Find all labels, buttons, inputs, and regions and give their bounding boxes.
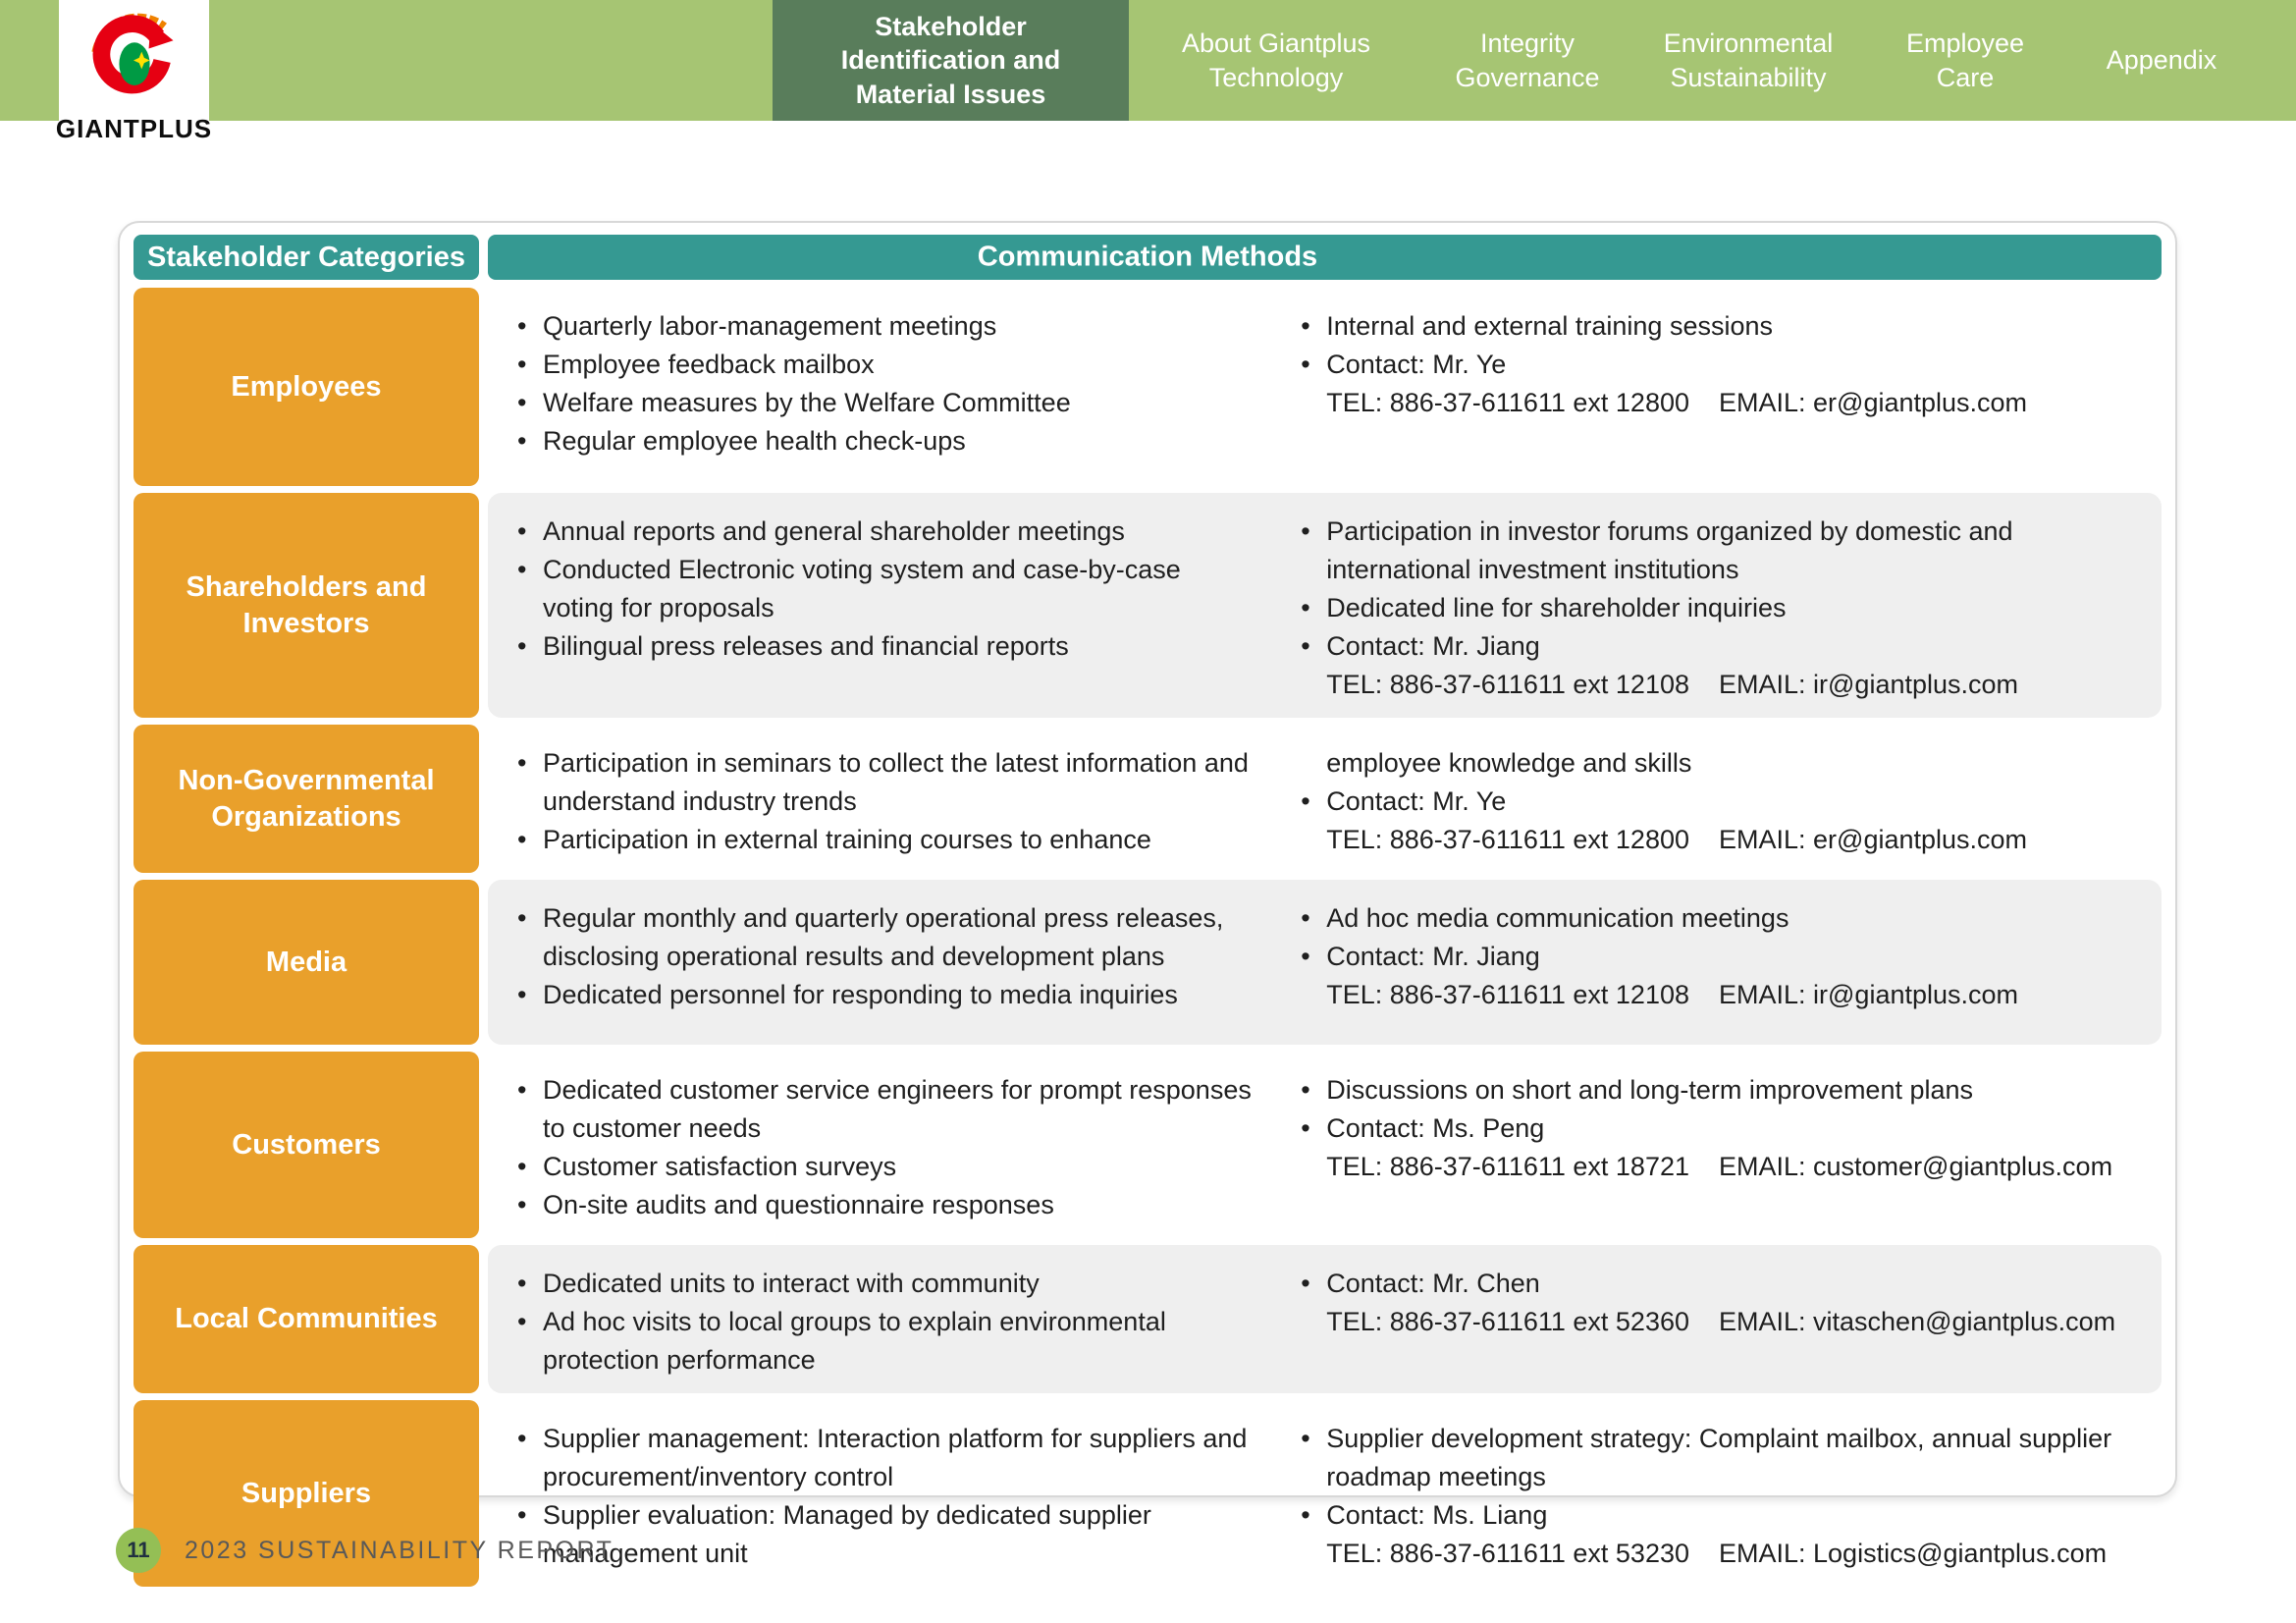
method-text: Welfare measures by the Welfare Committee [543, 388, 1071, 417]
method-item [509, 1420, 1257, 1496]
methods-cell [488, 1052, 2162, 1238]
method-item [1293, 627, 2136, 704]
nav-tabs [773, 0, 2258, 121]
method-text: Contact: Ms. Peng [1326, 1113, 1545, 1143]
method-text: Supplier development strategy: Complaint mailbox, annual supplier roadmap meetings [1326, 1424, 2112, 1491]
method-text: Contact: Ms. Liang [1326, 1500, 1548, 1530]
category-cell: Non-Governmental Organizations [133, 725, 479, 873]
method-item [1293, 589, 2136, 627]
method-item [1293, 1496, 2136, 1573]
method-text: Contact: Mr. Ye [1326, 350, 1507, 379]
method-item [1293, 744, 2136, 783]
contact-details: TEL: 886-37-611611 ext 12800 EMAIL: er@giantplus.com [1326, 388, 2028, 417]
method-item [509, 899, 1257, 976]
method-item [509, 1071, 1257, 1148]
methods-column-left [509, 1265, 1257, 1380]
method-item [509, 1303, 1257, 1380]
method-item [509, 744, 1257, 821]
method-text: Supplier evaluation: Managed by dedicated supplier management unit [543, 1500, 1151, 1568]
method-item [1293, 899, 2136, 938]
method-text: Dedicated personnel for responding to media inquiries [543, 980, 1178, 1009]
method-text: On-site audits and questionnaire responses [543, 1190, 1054, 1219]
method-item [509, 821, 1257, 859]
nav-tab-about-giantplus-technology[interactable]: About Giantplus Technology [1181, 27, 1371, 92]
brand-name: GIANTPLUS [55, 114, 213, 143]
method-item [509, 976, 1257, 1014]
method-item [509, 422, 1257, 460]
method-text: Participation in seminars to collect the latest information and understand industry trends [543, 748, 1249, 816]
method-text: Bilingual press releases and financial reports [543, 631, 1069, 661]
method-text: Contact: Mr. Jiang [1326, 942, 1540, 971]
nav-tab-employee-care[interactable]: Employee Care [1905, 27, 2025, 92]
method-text: employee knowledge and skills [1326, 748, 1692, 778]
giantplus-logo-icon [83, 10, 186, 112]
method-text: Internal and external training sessions [1326, 311, 1773, 341]
category-cell: Suppliers [133, 1400, 479, 1587]
methods-column-right [1293, 1420, 2136, 1573]
method-text: Customer satisfaction surveys [543, 1152, 897, 1181]
table-header [133, 235, 2162, 280]
method-item [509, 1496, 1257, 1573]
method-item [1293, 938, 2136, 1014]
method-text: Dedicated line for shareholder inquiries [1326, 593, 1787, 622]
method-item [509, 1186, 1257, 1224]
methods-column-right [1293, 899, 2136, 1031]
methods-column-right [1293, 1265, 2136, 1380]
category-cell: Customers [133, 1052, 479, 1238]
method-item [1293, 513, 2136, 589]
method-item [1293, 1420, 2136, 1496]
page-footer [116, 1528, 614, 1573]
header-communication-methods-cell [488, 235, 2162, 280]
methods-cell [488, 880, 2162, 1045]
method-item [1293, 307, 2136, 346]
method-item [509, 307, 1257, 346]
method-text: Ad hoc visits to local groups to explain environmental protection performance [543, 1307, 1166, 1375]
header-stakeholder-categories: Stakeholder Categories [133, 235, 479, 280]
method-item [509, 551, 1257, 627]
methods-column-right [1293, 1071, 2136, 1224]
methods-column-left [509, 307, 1257, 472]
methods-cell [488, 725, 2162, 873]
table-row [133, 725, 2162, 873]
methods-column-left [509, 1420, 1257, 1573]
methods-column-right [1293, 307, 2136, 472]
category-cell: Shareholders and Investors [133, 493, 479, 718]
method-text: Contact: Mr. Jiang [1326, 631, 1540, 661]
method-text: Participation in external training courses to enhance [543, 825, 1151, 854]
method-item [1293, 1071, 2136, 1109]
method-text: Dedicated customer service engineers for prompt responses to customer needs [543, 1075, 1252, 1143]
method-item [1293, 1109, 2136, 1186]
method-text: Ad hoc media communication meetings [1326, 903, 1789, 933]
method-item [509, 627, 1257, 666]
contact-details: TEL: 886-37-611611 ext 52360 EMAIL: vitaschen@giantplus.com [1326, 1307, 2116, 1336]
method-item [1293, 1265, 2136, 1341]
table-row [133, 1245, 2162, 1393]
category-cell: Media [133, 880, 479, 1045]
methods-column-left [509, 1071, 1257, 1224]
method-text: Discussions on short and long-term improvement plans [1326, 1075, 1974, 1105]
method-text: Employee feedback mailbox [543, 350, 875, 379]
method-text: Conducted Electronic voting system and case-by-case voting for proposals [543, 555, 1181, 622]
header-communication-methods: Communication Methods [977, 241, 1318, 273]
table-row [133, 880, 2162, 1045]
contact-details: TEL: 886-37-611611 ext 12800 EMAIL: er@giantplus.com [1326, 825, 2028, 854]
method-item [509, 346, 1257, 384]
report-title: 2023 SUSTAINABILITY REPORT [185, 1536, 614, 1564]
methods-cell [488, 1245, 2162, 1393]
method-item [509, 1148, 1257, 1186]
methods-column-left [509, 744, 1257, 859]
table-row [133, 493, 2162, 718]
contact-details: TEL: 886-37-611611 ext 12108 EMAIL: ir@giantplus.com [1326, 980, 2019, 1009]
contact-details: TEL: 886-37-611611 ext 18721 EMAIL: customer@giantplus.com [1326, 1152, 2113, 1181]
category-cell: Employees [133, 288, 479, 486]
methods-cell [488, 288, 2162, 486]
methods-cell [488, 493, 2162, 718]
nav-tab-environmental-sustainability[interactable]: Environmental Sustainability [1663, 27, 1834, 92]
method-item [1293, 783, 2136, 859]
method-item [509, 1265, 1257, 1303]
method-item [509, 513, 1257, 551]
table-row [133, 288, 2162, 486]
method-text: Supplier management: Interaction platform for suppliers and procurement/inventory control [543, 1424, 1248, 1491]
method-text: Participation in investor forums organized by domestic and international investment institutions [1326, 516, 2013, 584]
contact-details: TEL: 886-37-611611 ext 12108 EMAIL: ir@giantplus.com [1326, 670, 2019, 699]
method-text: Contact: Mr. Chen [1326, 1269, 1540, 1298]
nav-tab-integrity-governance[interactable]: Integrity Governance [1455, 27, 1600, 92]
table-row [133, 1052, 2162, 1238]
method-item [509, 384, 1257, 422]
methods-cell [488, 1400, 2162, 1587]
nav-tab-stakeholder-identification[interactable]: Stakeholder Identification and Material Issues [773, 0, 1129, 121]
methods-column-right [1293, 744, 2136, 859]
methods-column-left [509, 899, 1257, 1031]
method-text: Dedicated units to interact with community [543, 1269, 1040, 1298]
top-nav-bar [0, 0, 2296, 143]
method-item [1293, 346, 2136, 422]
methods-column-right [1293, 513, 2136, 704]
page-number-badge: 11 [116, 1528, 161, 1573]
methods-column-left [509, 513, 1257, 704]
method-text: Contact: Mr. Ye [1326, 786, 1507, 816]
method-text: Regular employee health check-ups [543, 426, 966, 456]
contact-details: TEL: 886-37-611611 ext 53230 EMAIL: Logistics@giantplus.com [1326, 1539, 2108, 1568]
method-text: Quarterly labor-management meetings [543, 311, 997, 341]
nav-tab-appendix[interactable]: Appendix [2106, 45, 2217, 76]
table-body [133, 288, 2162, 1587]
method-text: Regular monthly and quarterly operational press releases, disclosing operational results and development plans [543, 903, 1224, 971]
category-cell: Local Communities [133, 1245, 479, 1393]
brand-logo [55, 0, 213, 165]
method-text: Annual reports and general shareholder meetings [543, 516, 1125, 546]
